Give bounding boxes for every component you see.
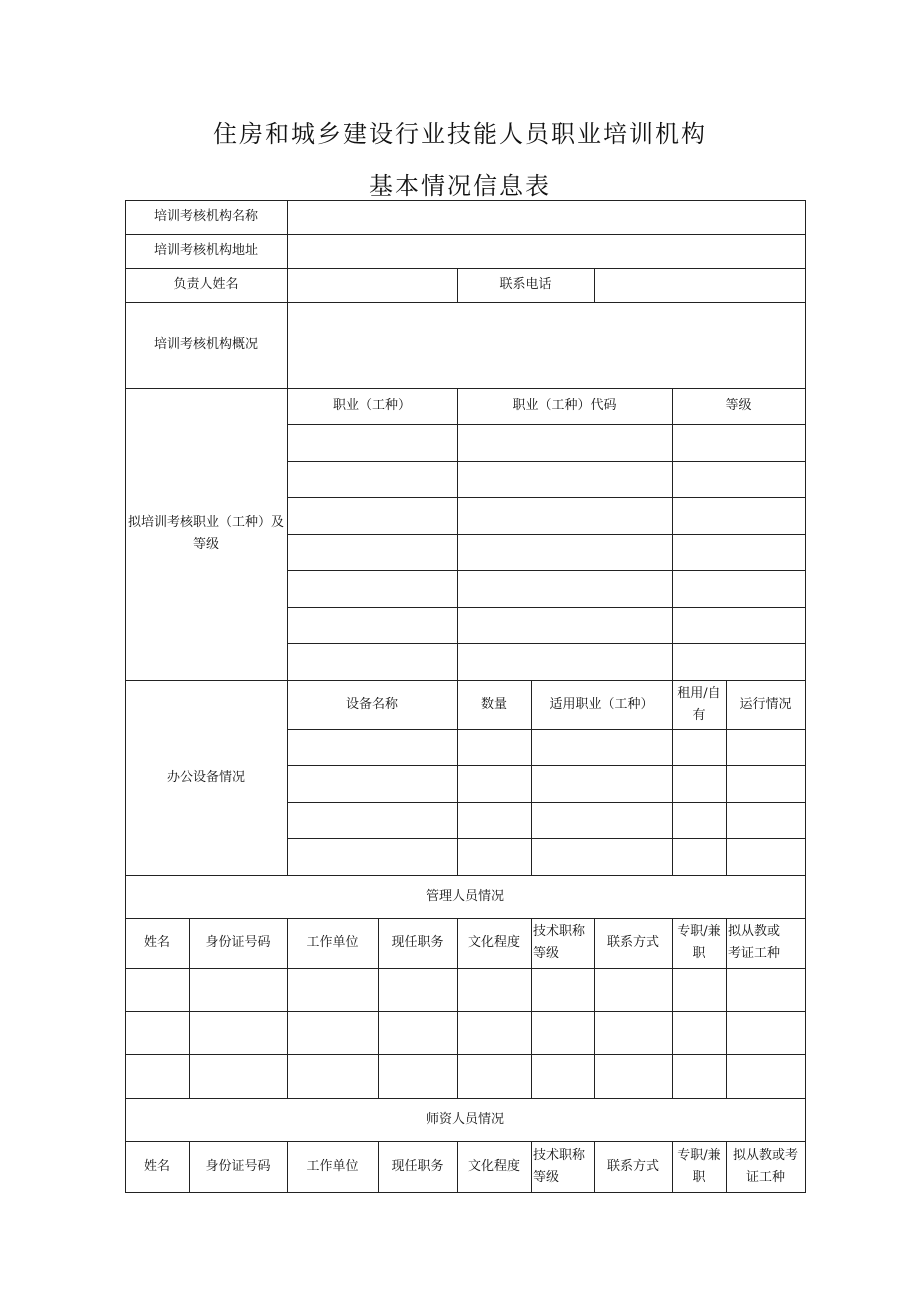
teacher-plan-header-line2: 证工种	[745, 1169, 785, 1185]
occupation-section-label-line2: 等级	[192, 537, 219, 552]
mgmt-fulltime-header-line1: 专职/兼	[677, 924, 721, 939]
form-title-line1: 住房和城乡建设行业技能人员职业培训机构	[213, 120, 707, 148]
equipment-rent-header-line1: 租用/自	[677, 685, 721, 701]
equipment-rent-header	[672, 680, 726, 729]
teacher-name-header: 姓名	[143, 1158, 170, 1174]
teacher-unit-header: 工作单位	[306, 1158, 359, 1174]
teacher-title-header-line1: 技术职称	[533, 1147, 586, 1163]
mgmt-plan-header-line2: 考证工种	[728, 946, 781, 961]
teachers-section-label: 师资人员情况	[425, 1111, 504, 1127]
mgmt-title-header-line1: 技术职称	[533, 924, 586, 939]
management-section-label: 管理人员情况	[425, 888, 504, 904]
org-name-label: 培训考核机构名称	[153, 209, 258, 224]
mgmt-name-header: 姓名	[143, 935, 170, 950]
teacher-id-header: 身份证号码	[205, 1158, 271, 1174]
equipment-occupation-header: 适用职业（工种）	[549, 696, 654, 712]
mgmt-fulltime-header-line2: 职	[692, 946, 706, 961]
occupation-section-label-line1: 拟培训考核职业（工种）及	[127, 515, 284, 530]
teacher-title-header	[531, 1141, 594, 1192]
teacher-fulltime-header	[672, 1141, 726, 1192]
equipment-name-header: 设备名称	[345, 696, 398, 712]
equipment-qty-header: 数量	[480, 696, 507, 712]
occupation-header: 职业（工种）	[332, 398, 411, 413]
mgmt-title-header-line2: 等级	[533, 946, 560, 961]
level-header: 等级	[725, 398, 752, 413]
mgmt-education-header: 文化程度	[467, 935, 520, 950]
phone-label: 联系电话	[499, 277, 552, 292]
teacher-contact-header: 联系方式	[606, 1158, 659, 1174]
org-address-label: 培训考核机构地址	[153, 243, 258, 258]
leader-name-field[interactable]	[287, 268, 457, 302]
mgmt-title-header	[531, 918, 594, 968]
mgmt-unit-header: 工作单位	[306, 935, 359, 950]
org-overview-field[interactable]	[287, 302, 805, 388]
form-title-line2: 基本情况信息表	[369, 172, 551, 200]
org-name-field[interactable]	[287, 200, 805, 234]
teacher-title-header-line2: 等级	[533, 1169, 560, 1185]
occupation-code-header: 职业（工种）代码	[512, 398, 617, 413]
teacher-education-header: 文化程度	[467, 1158, 520, 1174]
equipment-rent-header-line2: 有	[692, 707, 706, 723]
equipment-section-label: 办公设备情况	[166, 769, 245, 785]
teacher-fulltime-header-line2: 职	[692, 1169, 706, 1185]
mgmt-id-header: 身份证号码	[205, 935, 271, 950]
teacher-plan-header-line1: 拟从教或考	[732, 1147, 798, 1163]
mgmt-plan-header-line1: 拟从教或	[728, 924, 781, 939]
mgmt-plan-header	[726, 918, 805, 968]
teacher-fulltime-header-line1: 专职/兼	[677, 1147, 721, 1163]
equipment-status-header: 运行情况	[739, 696, 792, 712]
mgmt-contact-header: 联系方式	[606, 935, 659, 950]
org-overview-label: 培训考核机构概况	[153, 337, 258, 352]
org-address-field[interactable]	[287, 234, 805, 268]
teacher-position-header: 现任职务	[391, 1158, 444, 1174]
mgmt-position-header: 现任职务	[391, 935, 444, 950]
leader-name-label: 负责人姓名	[173, 277, 239, 292]
phone-field[interactable]	[594, 268, 805, 302]
occupation-section-label	[125, 388, 287, 680]
teacher-plan-header	[726, 1141, 805, 1192]
mgmt-fulltime-header	[672, 918, 726, 968]
